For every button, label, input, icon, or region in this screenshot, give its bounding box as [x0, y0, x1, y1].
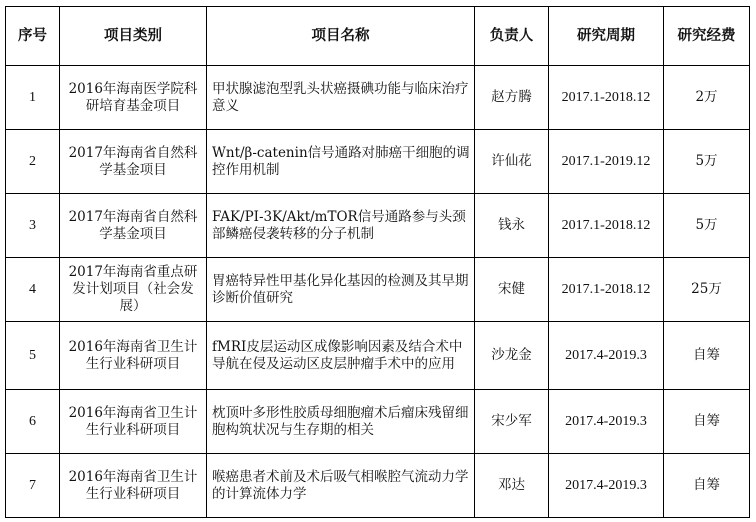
cell-research-funding: 2万: [664, 66, 750, 130]
table-row: [6, 258, 750, 322]
cell-research-period: 2017.4-2019.3: [549, 322, 664, 390]
cell-serial-number: 5: [6, 322, 60, 390]
cell-research-period: 2017.4-2019.3: [549, 454, 664, 518]
cell-research-funding: 自筹: [664, 390, 750, 454]
cell-project-name: Wnt/β-catenin信号通路对肺癌干细胞的调控作用机制: [207, 130, 475, 194]
cell-serial-number: 3: [6, 194, 60, 258]
cell-project-name: FAK/PI-3K/Akt/mTOR信号通路参与头颈部鳞癌侵袭转移的分子机制: [207, 194, 475, 258]
cell-project-name: fMRI皮层运动区成像影响因素及结合术中导航在侵及运动区皮层肿瘤手术中的应用: [207, 322, 475, 390]
cell-research-funding: 25万: [664, 258, 750, 322]
cell-project-name: 胃癌特异性甲基化异化基因的检测及其早期诊断价值研究: [207, 258, 475, 322]
cell-project-leader: 赵方腾: [475, 66, 549, 130]
cell-project-category: 2017年海南省自然科学基金项目: [60, 194, 207, 258]
cell-research-period: 2017.1-2018.12: [549, 66, 664, 130]
cell-research-funding: 5万: [664, 194, 750, 258]
header-serial-number: 序号: [6, 7, 60, 66]
cell-research-funding: 自筹: [664, 454, 750, 518]
table-header-row: [6, 7, 750, 66]
cell-research-funding: 5万: [664, 130, 750, 194]
cell-project-name: 甲状腺滤泡型乳头状癌摄碘功能与临床治疗意义: [207, 66, 475, 130]
cell-research-period: 2017.1-2019.12: [549, 130, 664, 194]
cell-project-leader: 钱永: [475, 194, 549, 258]
cell-project-leader: 邓达: [475, 454, 549, 518]
table-row: [6, 454, 750, 518]
cell-project-name: 枕顶叶多形性胶质母细胞瘤术后瘤床残留细胞构筑状况与生存期的相关: [207, 390, 475, 454]
cell-project-name: 喉癌患者术前及术后吸气相喉腔气流动力学的计算流体力学: [207, 454, 475, 518]
cell-serial-number: 6: [6, 390, 60, 454]
cell-serial-number: 2: [6, 130, 60, 194]
cell-research-period: 2017.4-2019.3: [549, 390, 664, 454]
header-project-leader: 负责人: [475, 7, 549, 66]
project-table-container: [5, 6, 750, 518]
header-project-name: 项目名称: [207, 7, 475, 66]
cell-project-leader: 许仙花: [475, 130, 549, 194]
table-row: [6, 322, 750, 390]
cell-research-period: 2017.1-2018.12: [549, 194, 664, 258]
table-row: [6, 194, 750, 258]
table-row: [6, 390, 750, 454]
research-projects-table: [5, 6, 750, 518]
cell-project-category: 2016年海南省卫生计生行业科研项目: [60, 322, 207, 390]
cell-project-category: 2016年海南省卫生计生行业科研项目: [60, 390, 207, 454]
cell-project-leader: 宋少军: [475, 390, 549, 454]
cell-project-category: 2017年海南省重点研发计划项目（社会发展）: [60, 258, 207, 322]
cell-research-funding: 自筹: [664, 322, 750, 390]
cell-project-leader: 宋健: [475, 258, 549, 322]
cell-project-category: 2016年海南省卫生计生行业科研项目: [60, 454, 207, 518]
header-research-funding: 研究经费: [664, 7, 750, 66]
cell-serial-number: 4: [6, 258, 60, 322]
cell-serial-number: 1: [6, 66, 60, 130]
cell-research-period: 2017.1-2018.12: [549, 258, 664, 322]
table-row: [6, 66, 750, 130]
cell-project-category: 2016年海南医学院科研培育基金项目: [60, 66, 207, 130]
header-project-category: 项目类别: [60, 7, 207, 66]
cell-project-category: 2017年海南省自然科学基金项目: [60, 130, 207, 194]
header-research-period: 研究周期: [549, 7, 664, 66]
table-row: [6, 130, 750, 194]
cell-serial-number: 7: [6, 454, 60, 518]
cell-project-leader: 沙龙金: [475, 322, 549, 390]
